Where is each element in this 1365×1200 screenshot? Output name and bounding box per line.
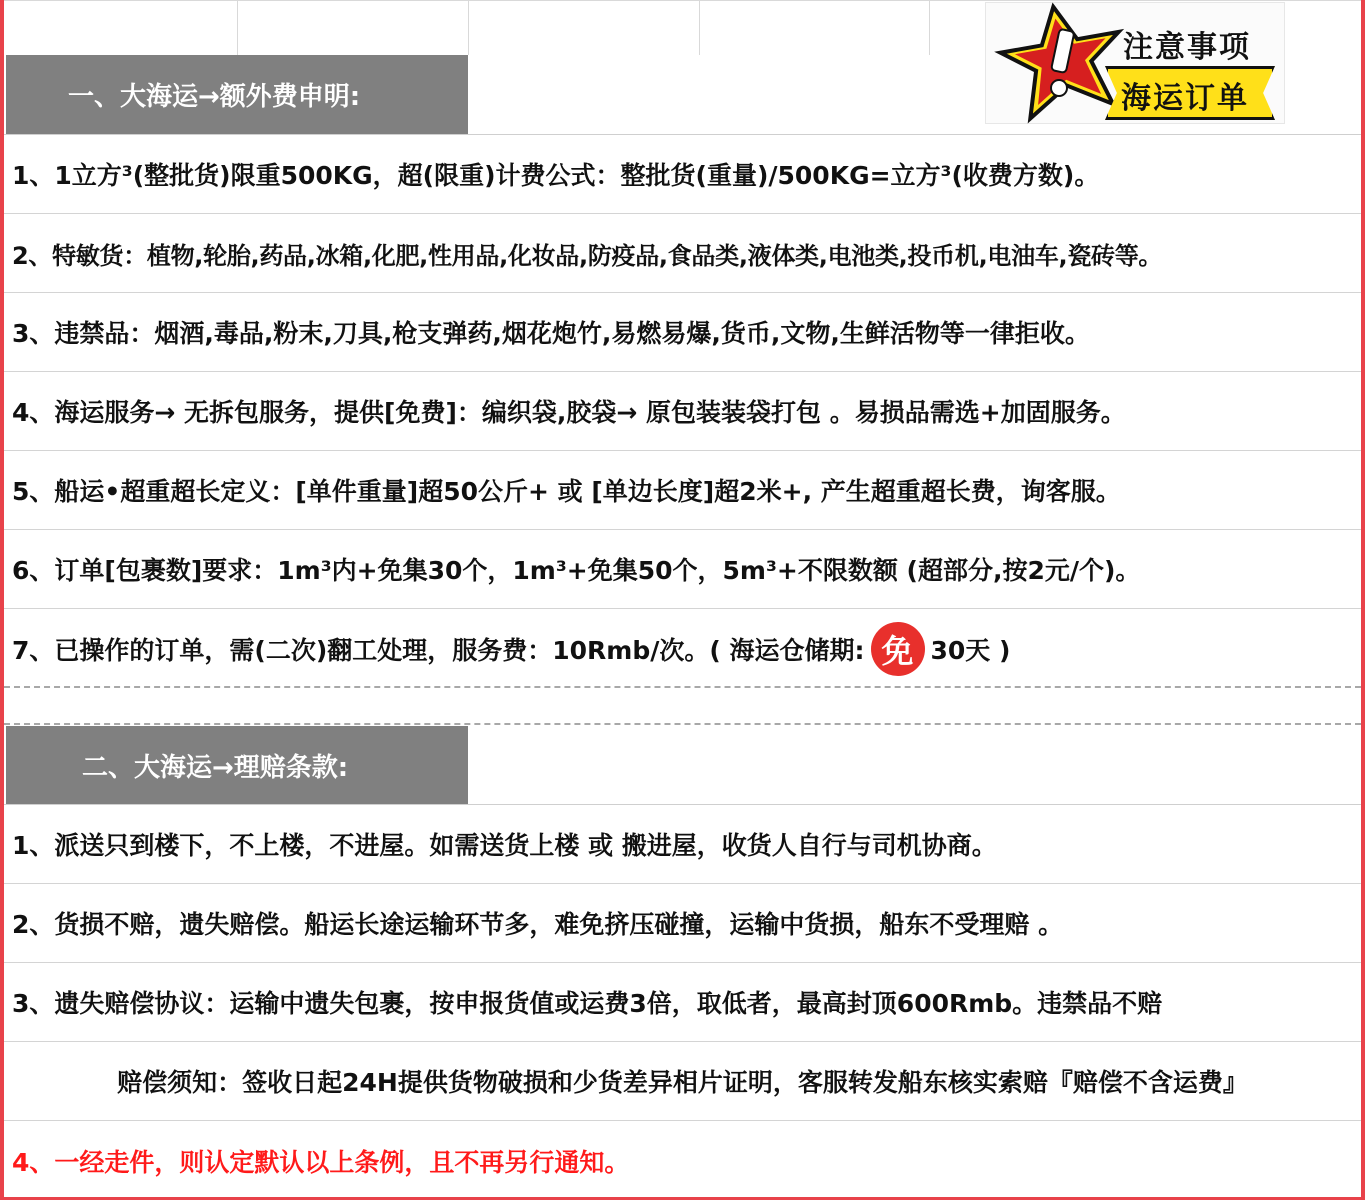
section1-item-3: 3、违禁品：烟酒,毒品,粉末,刀具,枪支弹药,烟花炮竹,易燃易爆,货币,文物,生鲜活物等一律拒收。 [4, 293, 1361, 372]
item7-text: 7、已操作的订单，需(二次)翻工处理，服务费：10Rmb/次。( 海运仓储期: [12, 635, 865, 665]
section1-item-7 [4, 609, 1361, 688]
section1-item-4: 4、海运服务→ 无拆包服务，提供[免费]：编织袋,胶袋→ 原包装装袋打包 。易损品需选+加固服务。 [4, 372, 1361, 451]
section1-item-5: 5、船运•超重超长定义：[单件重量]超50公斤+ 或 [单边长度]超2米+, 产生超重超长费，询客服。 [4, 451, 1361, 530]
item7-suffix: 30天 ) [930, 635, 1011, 665]
notice-subtitle: 海运订单 [1121, 81, 1249, 116]
section1-item-2: 2、特敏货：植物,轮胎,药品,冰箱,化肥,性用品,化妆品,防疫品,食品类,液体类,电池类,投币机,电油车,瓷砖等。 [4, 214, 1361, 293]
section1-item-6: 6、订单[包裹数]要求：1m³内+免集30个，1m³+免集50个，5m³+不限数额 (超部分,按2元/个)。 [4, 530, 1361, 609]
dashed-divider [4, 686, 1361, 688]
section2-item-3: 3、遗失赔偿协议：运输中遗失包裹，按申报货值或运费3倍，取低者，最高封顶600Rmb。违禁品不赔 [4, 963, 1361, 1042]
section2-item-1: 1、派送只到楼下，不上楼，不进屋。如需送货上楼 或 搬进屋，收货人自行与司机协商。 [4, 805, 1361, 884]
section1-heading: 一、大海运→额外费申明: [6, 55, 468, 134]
section2-item-2: 2、货损不赔，遗失赔偿。船运长途运输环节多，难免挤压碰撞，运输中货损，船东不受理赔 。 [4, 884, 1361, 963]
section2-heading: 二、大海运→理赔条款: [6, 726, 468, 804]
notice-title: 注意事项 [1123, 30, 1251, 65]
notice-badge [985, 2, 1285, 124]
section2-note: 赔偿须知：签收日起24H提供货物破损和少货差异相片证明，客服转发船东核实索赔『赔偿不含运费』 [4, 1042, 1361, 1121]
section2-final: 4、一经走件，则认定默认以上条例，且不再另行通知。 [12, 1147, 630, 1177]
section1-item-1: 1、1立方³(整批货)限重500KG，超(限重)计费公式：整批货(重量)/500KG=立方³(收费方数)。 [4, 135, 1361, 214]
free-badge: 免 [871, 622, 925, 676]
dashed-divider [4, 723, 1361, 725]
